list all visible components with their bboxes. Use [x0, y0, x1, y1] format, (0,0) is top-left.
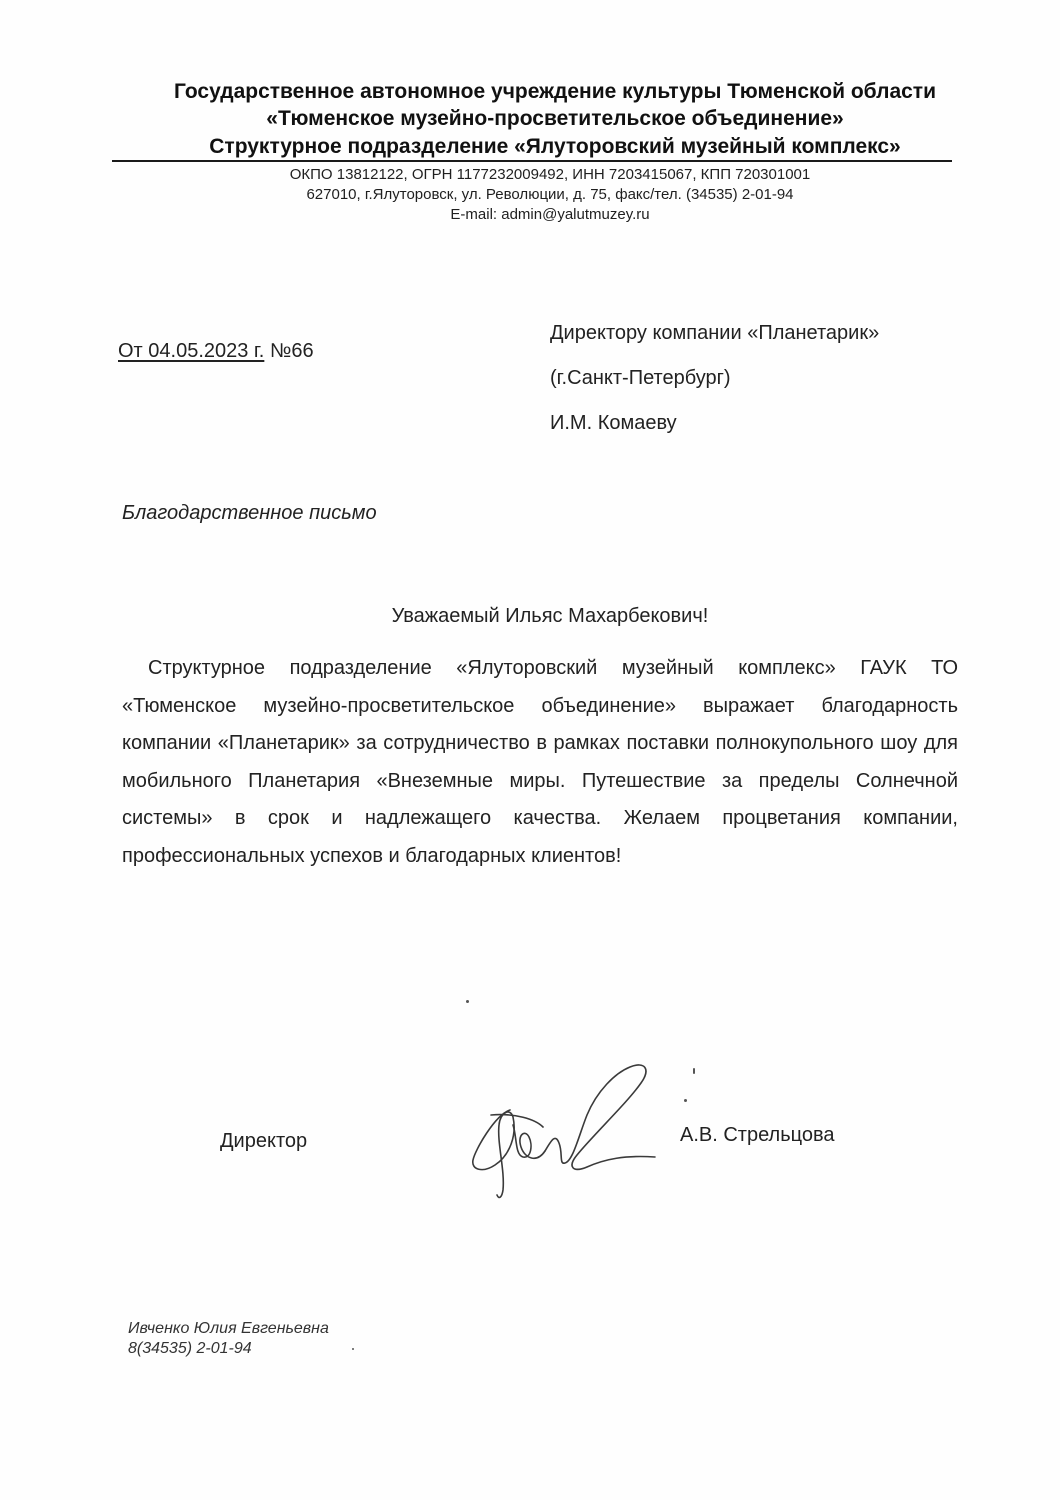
addressee-name: И.М. Комаеву — [550, 412, 677, 434]
letter-number: №66 — [269, 340, 314, 362]
scan-speck — [466, 1000, 469, 1003]
letterhead-email: E-mail: admin@yalutmuzey.ru — [450, 206, 650, 223]
letter-reference — [118, 340, 314, 363]
letterhead-registration-codes: ОКПО 13812122, ОГРН 1177232009492, ИНН 7203415067, КПП 720301001 — [289, 166, 811, 183]
addressee-city: (г.Санкт-Петербург) — [550, 367, 731, 389]
document-type: Благодарственное письмо — [122, 502, 377, 524]
scan-speck — [352, 1348, 354, 1350]
executor-name: Ивченко Юлия Евгеньевна — [128, 1320, 329, 1337]
scan-speck — [693, 1068, 695, 1074]
salutation: Уважаемый Ильяс Махарбекович! — [391, 605, 709, 627]
handwritten-signature — [455, 1055, 695, 1215]
letter-date: От 04.05.2023 г. — [118, 340, 265, 362]
letterhead-division: Структурное подразделение «Ялуторовский музейный комплекс» — [209, 135, 901, 158]
scan-speck — [684, 1099, 687, 1102]
letterhead-org-name: Государственное автономное учреждение культуры Тюменской области — [174, 80, 936, 103]
executor-phone: 8(34535) 2-01-94 — [128, 1340, 252, 1357]
signatory-name: А.В. Стрельцова — [680, 1124, 835, 1146]
letterhead-org-association: «Тюменское музейно-просветительское объединение» — [266, 107, 844, 130]
letterhead-address: 627010, г.Ялуторовск, ул. Революции, д. 75, факс/тел. (34535) 2-01-94 — [306, 186, 794, 203]
letter-body: Структурное подразделение «Ялуторовский музейный комплекс» ГАУК ТО «Тюменское музейно-просветительское объединение» выражает благодарность компании «Планетарик» за сотрудничество в рамках поставки полнокупольного шоу для мобильного Планетария «Внеземные миры. Путешествие за пределы Солнечной системы» в срок и надлежащего качества. Желаем процветания компании, профессиональных успехов и благодарных клиентов! — [122, 657, 958, 867]
signatory-role: Директор — [220, 1130, 308, 1152]
letterhead-divider — [112, 160, 952, 162]
addressee-position: Директору компании «Планетарик» — [550, 322, 880, 344]
